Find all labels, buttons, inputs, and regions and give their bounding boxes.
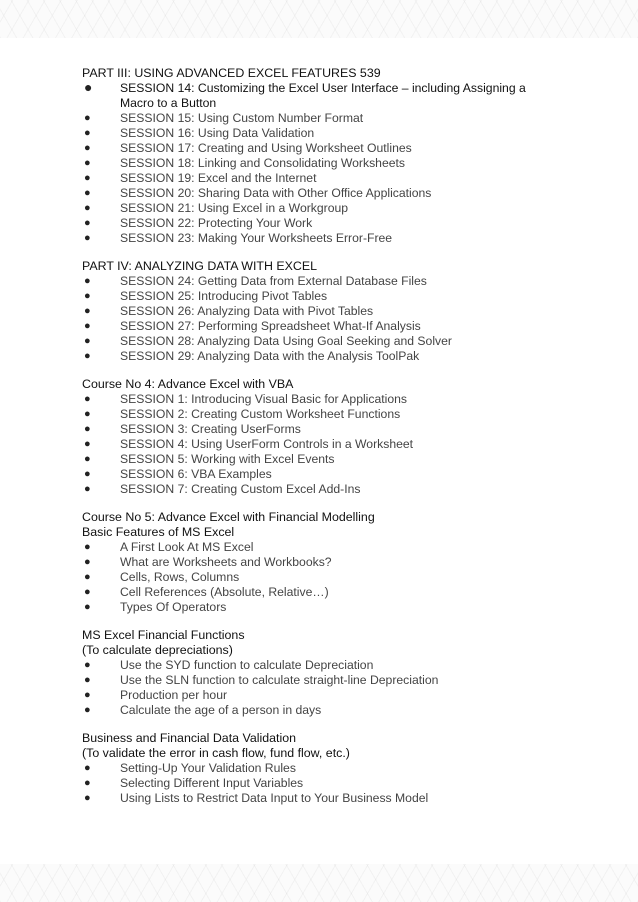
bullet-icon: ● (84, 453, 91, 465)
bullet-icon: ● (84, 290, 91, 302)
list-item (82, 540, 552, 555)
bullet-icon: ● (84, 483, 91, 495)
topic-list (82, 761, 552, 806)
list-item-text: SESSION 20: Sharing Data with Other Office Applications (120, 186, 432, 200)
list-item (82, 407, 552, 422)
list-item-text: SESSION 27: Performing Spreadsheet What-If Analysis (120, 319, 421, 333)
list-item-text: A First Look At MS Excel (120, 540, 254, 554)
bullet-icon: ● (84, 393, 91, 405)
list-item-text: Cell References (Absolute, Relative…) (120, 585, 329, 599)
section-heading: Course No 4: Advance Excel with VBA (82, 377, 294, 391)
list-item-text: SESSION 5: Working with Excel Events (120, 452, 335, 466)
list-item (82, 422, 552, 437)
section-subheading: Basic Features of MS Excel (82, 525, 235, 539)
list-item-text: SESSION 23: Making Your Worksheets Error-Free (120, 231, 393, 245)
list-item-text: SESSION 29: Analyzing Data with the Analysis ToolPak (120, 349, 420, 363)
decorative-header-band (0, 0, 638, 38)
section-course-5 (82, 510, 552, 615)
bullet-icon: ● (84, 601, 91, 613)
bullet-icon: ● (84, 541, 91, 553)
list-item (82, 111, 552, 126)
list-item (82, 186, 552, 201)
list-item-text: SESSION 28: Analyzing Data Using Goal Seeking and Solver (120, 334, 452, 348)
list-item (82, 126, 552, 141)
list-item-text: SESSION 3: Creating UserForms (120, 422, 301, 436)
bullet-icon: ● (84, 408, 91, 420)
bullet-icon: ● (84, 704, 91, 716)
section-subheading: (To validate the error in cash flow, fund flow, etc.) (82, 746, 350, 760)
section-heading: PART IV: ANALYZING DATA WITH EXCEL (82, 259, 318, 273)
bullet-icon: ● (84, 556, 91, 568)
list-item (82, 141, 552, 156)
bullet-icon: ● (84, 423, 91, 435)
section-heading: PART III: USING ADVANCED EXCEL FEATURES 539 (82, 66, 381, 80)
list-item (82, 570, 552, 585)
section-financial-functions (82, 628, 552, 718)
list-item-text: SESSION 21: Using Excel in a Workgroup (120, 201, 349, 215)
list-item (82, 274, 552, 289)
bullet-icon: ● (84, 305, 91, 317)
section-subheading: (To calculate depreciations) (82, 643, 233, 657)
bullet-icon: ● (84, 438, 91, 450)
list-item-text: SESSION 22: Protecting Your Work (120, 216, 313, 230)
list-item-text: SESSION 26: Analyzing Data with Pivot Tables (120, 304, 374, 318)
list-item-text: SESSION 19: Excel and the Internet (120, 171, 317, 185)
list-item (82, 585, 552, 600)
list-item (82, 761, 552, 776)
section-heading: MS Excel Financial Functions (82, 628, 245, 642)
bullet-icon: ● (84, 217, 91, 229)
list-item-text: SESSION 25: Introducing Pivot Tables (120, 289, 328, 303)
session-list (82, 274, 552, 364)
bullet-icon: ● (84, 674, 91, 686)
list-item (82, 791, 552, 806)
list-item-text: SESSION 4: Using UserForm Controls in a Worksheet (120, 437, 414, 451)
list-item-text: SESSION 17: Creating and Using Worksheet Outlines (120, 141, 412, 155)
list-item (82, 304, 552, 319)
list-item-text: SESSION 7: Creating Custom Excel Add-Ins (120, 482, 361, 496)
list-item (82, 289, 552, 304)
list-item-text: Types Of Operators (120, 600, 227, 614)
list-item (82, 231, 552, 246)
bullet-icon: ● (84, 127, 91, 139)
bullet-icon: ● (84, 762, 91, 774)
list-item-text: Calculate the age of a person in days (120, 703, 322, 717)
list-item (82, 171, 552, 186)
bullet-icon: ● (84, 112, 91, 124)
list-item-text: SESSION 16: Using Data Validation (120, 126, 315, 140)
list-item-text: SESSION 2: Creating Custom Worksheet Functions (120, 407, 401, 421)
list-item (82, 216, 552, 231)
bullet-icon: ● (84, 275, 91, 287)
bullet-icon: ● (84, 172, 91, 184)
list-item (82, 482, 552, 497)
list-item-text: Use the SLN function to calculate straight-line Depreciation (120, 673, 439, 687)
list-item (82, 688, 552, 703)
list-item-text: Selecting Different Input Variables (120, 776, 304, 790)
list-item-text: Use the SYD function to calculate Depreciation (120, 658, 374, 672)
section-heading: Business and Financial Data Validation (82, 731, 296, 745)
list-item (82, 319, 552, 334)
bullet-icon: ● (84, 157, 91, 169)
bullet-icon: ● (84, 571, 91, 583)
list-item-text: Using Lists to Restrict Data Input to Your Business Model (120, 791, 429, 805)
bullet-icon: ● (84, 659, 91, 671)
list-item-text: SESSION 6: VBA Examples (120, 467, 272, 481)
list-item (82, 81, 552, 111)
section-part-iv (82, 259, 552, 364)
topic-list (82, 658, 552, 718)
list-item (82, 467, 552, 482)
course-outline (82, 66, 552, 819)
list-item-text: What are Worksheets and Workbooks? (120, 555, 332, 569)
bullet-icon: ● (84, 187, 91, 199)
list-item (82, 452, 552, 467)
list-item-text: SESSION 24: Getting Data from External Database Files (120, 274, 427, 288)
topic-list (82, 540, 552, 615)
list-item (82, 437, 552, 452)
bullet-icon: ● (84, 202, 91, 214)
list-item (82, 776, 552, 791)
list-item (82, 673, 552, 688)
list-item-text: Production per hour (120, 688, 228, 702)
list-item (82, 156, 552, 171)
list-item (82, 658, 552, 673)
section-course-4 (82, 377, 552, 497)
decorative-footer-band (0, 864, 638, 902)
bullet-icon: ● (84, 792, 91, 804)
bullet-icon: ● (84, 79, 93, 95)
list-item (82, 600, 552, 615)
list-item-text: SESSION 15: Using Custom Number Format (120, 111, 364, 125)
bullet-icon: ● (84, 777, 91, 789)
list-item (82, 392, 552, 407)
list-item-text: SESSION 14: Customizing the Excel User Interface – including Assigning a Macro to a Button (120, 81, 526, 110)
list-item (82, 201, 552, 216)
bullet-icon: ● (84, 350, 91, 362)
bullet-icon: ● (84, 468, 91, 480)
list-item (82, 349, 552, 364)
section-part-iii (82, 66, 552, 246)
section-data-validation (82, 731, 552, 806)
section-heading: Course No 5: Advance Excel with Financial Modelling (82, 510, 375, 524)
bullet-icon: ● (84, 320, 91, 332)
list-item-text: SESSION 1: Introducing Visual Basic for Applications (120, 392, 408, 406)
bullet-icon: ● (84, 142, 91, 154)
list-item (82, 703, 552, 718)
list-item-text: Setting-Up Your Validation Rules (120, 761, 296, 775)
bullet-icon: ● (84, 335, 91, 347)
list-item-text: Cells, Rows, Columns (120, 570, 240, 584)
session-list (82, 392, 552, 497)
list-item-text: SESSION 18: Linking and Consolidating Worksheets (120, 156, 405, 170)
list-item (82, 334, 552, 349)
bullet-icon: ● (84, 689, 91, 701)
list-item (82, 555, 552, 570)
bullet-icon: ● (84, 586, 91, 598)
bullet-icon: ● (84, 232, 91, 244)
session-list (82, 81, 552, 246)
